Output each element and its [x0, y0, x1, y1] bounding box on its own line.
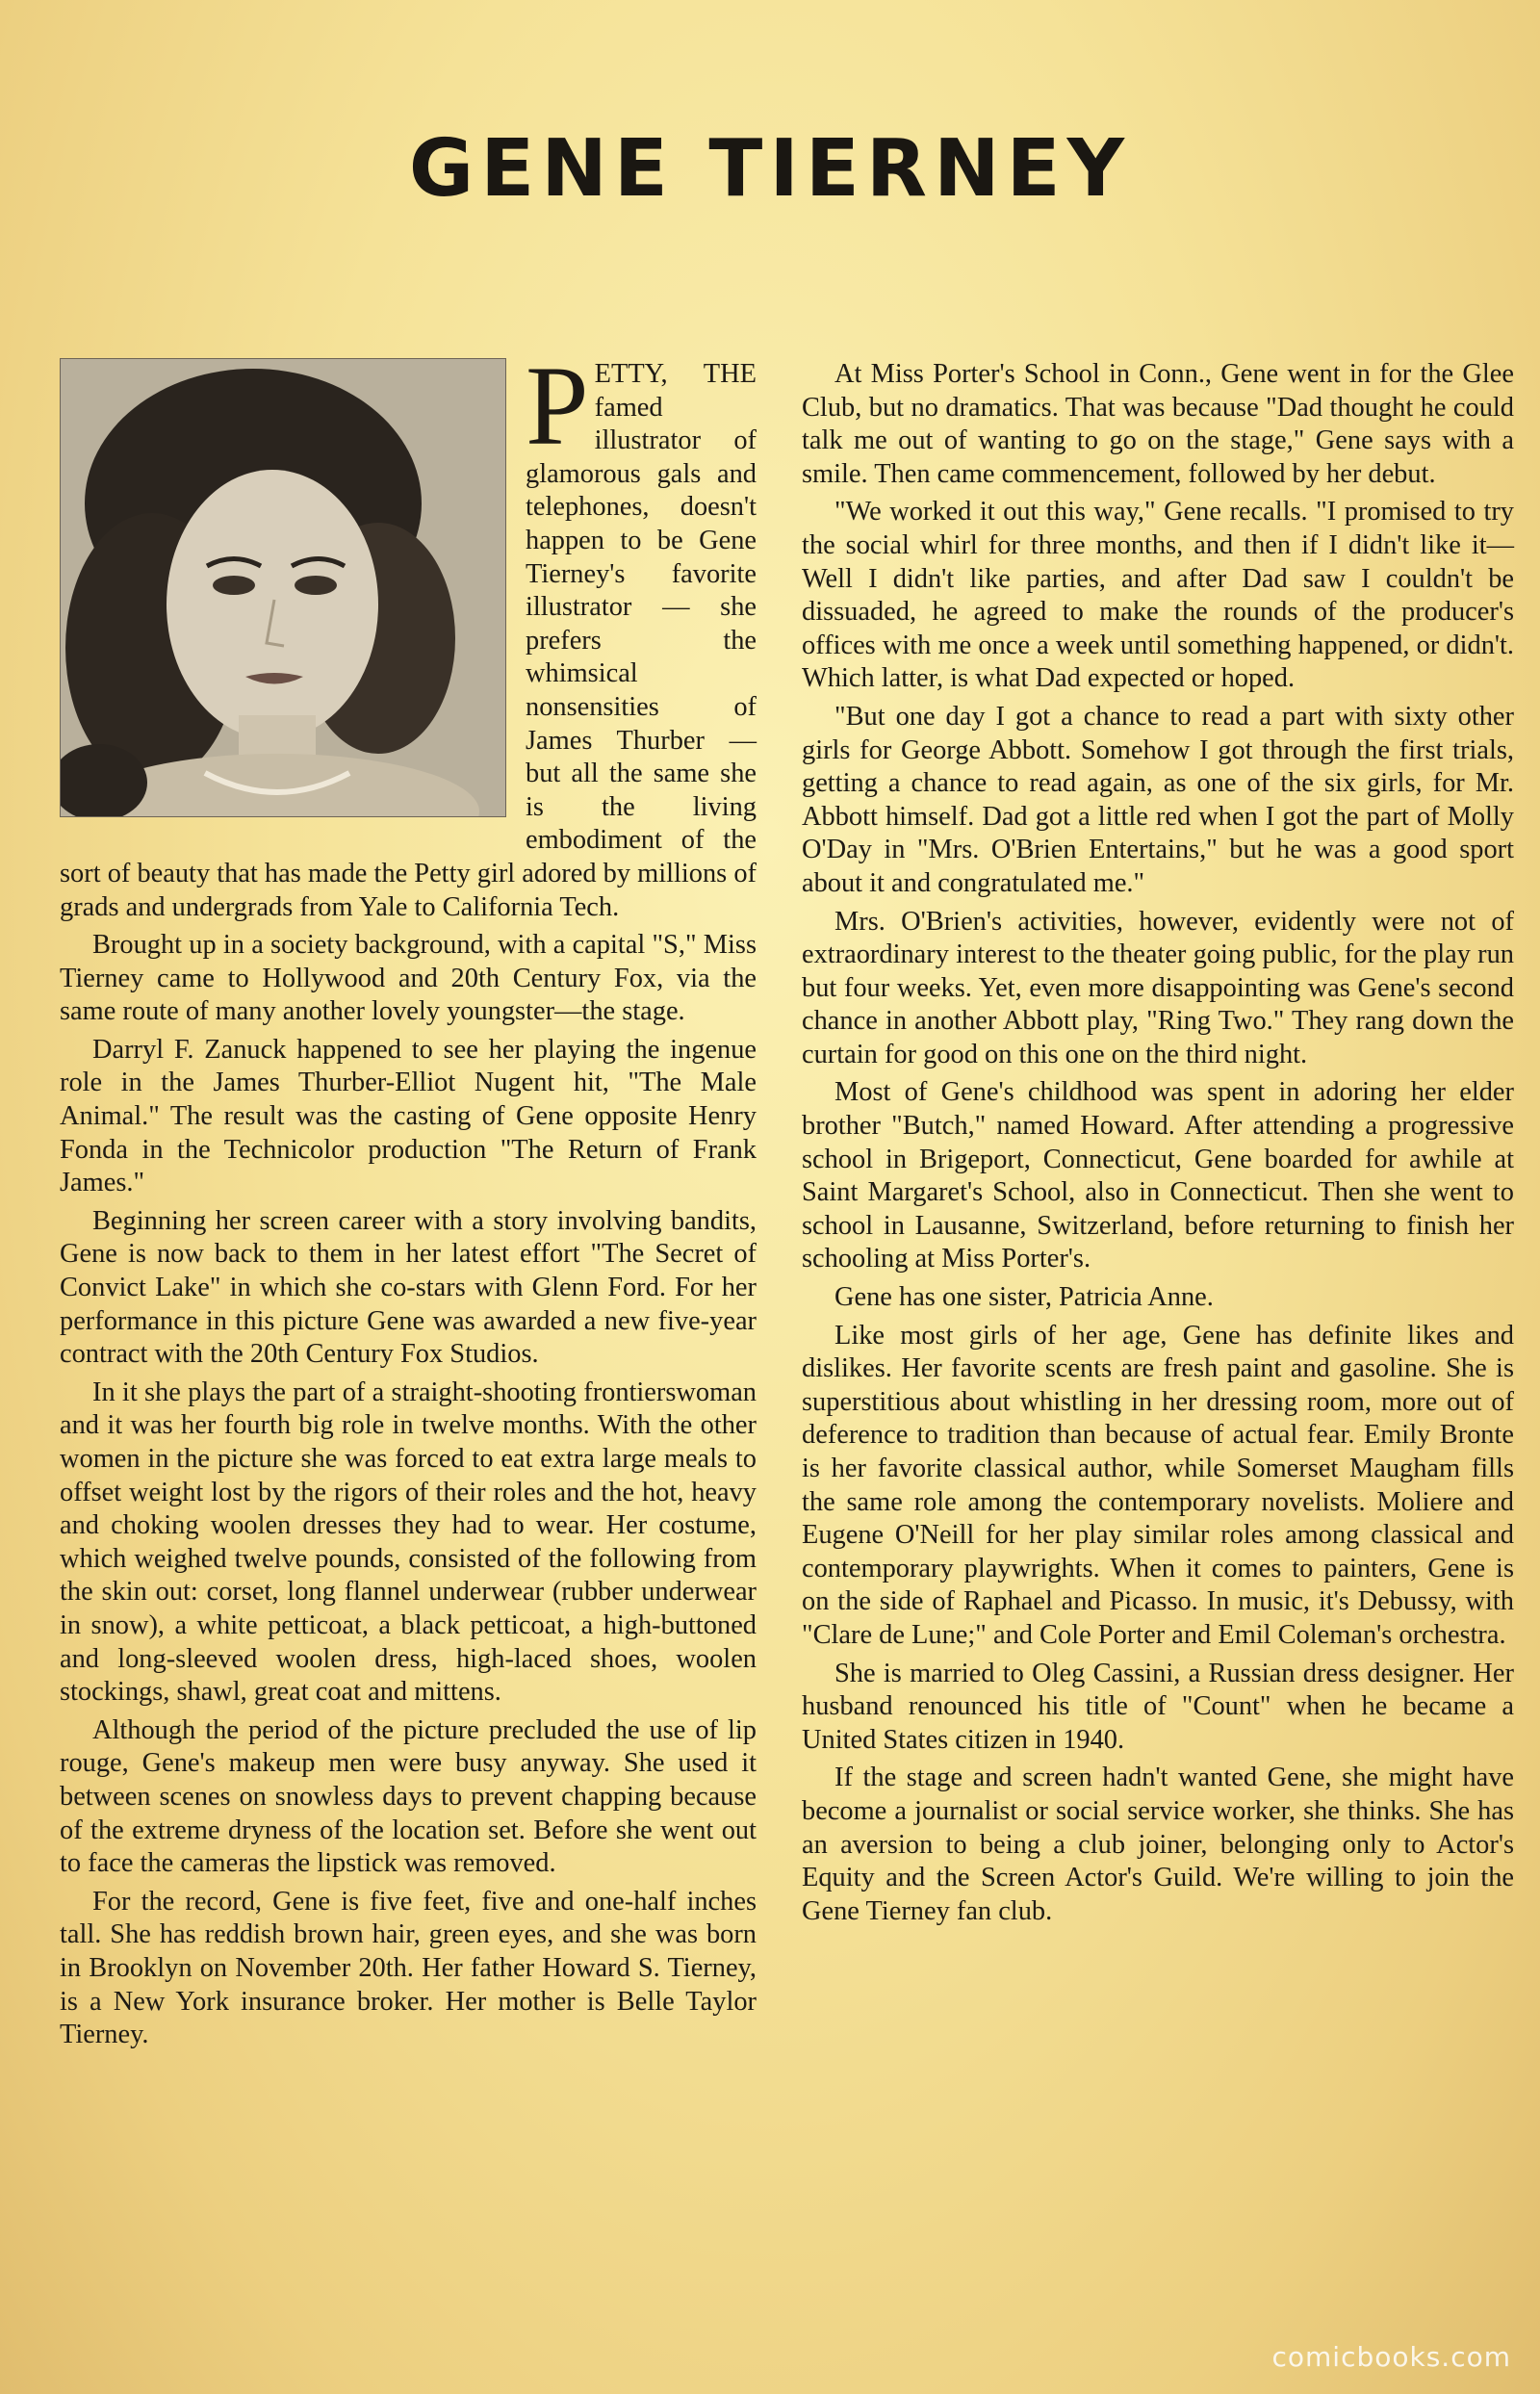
right-column: [802, 358, 1514, 1933]
left-column: [60, 343, 757, 2057]
left-paragraph-3: Darryl F. Zanuck happened to see her playing the ingenue role in the James Thurber-Elliot Nugent hit, "The Male Animal." The result was the casting of Gene opposite Henry Fonda in the Technicolor production "The Return of Frank James.": [60, 1034, 757, 1198]
site-watermark: comicbooks.com: [1271, 2341, 1511, 2373]
right-paragraph-2: "We worked it out this way," Gene recalls. "I promised to try the social whirl for three months, and then if I didn't like it—Well I didn't like parties, and after Dad saw I couldn't be dissuaded, he agreed to make the rounds of the producer's offices with me once a week until something happened, or didn't. Which latter, is what Dad expected or hoped.: [802, 497, 1514, 694]
left-paragraph-7: For the record, Gene is five feet, five and one-half inches tall. She has reddish brown hair, green eyes, and she was born in Brooklyn on November 20th. Her father Howard S. Tierney, is a New York insurance broker. Her mother is Belle Taylor Tierney.: [60, 1886, 757, 2050]
article-title: GENE TIERNEY: [408, 123, 1132, 215]
right-paragraph-8: She is married to Oleg Cassini, a Russian dress designer. Her husband renounced his title of "Count" when he became a United States citizen in 1940.: [802, 1658, 1514, 1755]
left-paragraph-4: Beginning her screen career with a story involving bandits, Gene is now back to them in her latest effort "The Secret of Convict Lake" in which she co-stars with Glenn Ford. For her performance in this picture Gene was awarded a new five-year contract with the 20th Century Fox Studios.: [60, 1205, 757, 1370]
right-paragraph-3: "But one day I got a chance to read a part with sixty other girls for George Abbott. Somehow I got through the first trials, getting a chance to read again, as one of the six girls, for Mr. Abbott himself. Dad got a little red when I got the part of Molly O'Day in "Mrs. O'Brien Entertains," but he was a good sport about it and congratulated me.": [802, 701, 1514, 898]
portrait-photo: [60, 358, 506, 817]
left-paragraph-2: Brought up in a society background, with a capital "S," Miss Tierney came to Hollywood and 20th Century Fox, via the same route of many another lovely youngster—the stage.: [60, 930, 757, 1027]
right-paragraph-1: At Miss Porter's School in Conn., Gene went in for the Glee Club, but no dramatics. That was because "Dad thought he could talk me out of wanting to go on the stage," Gene says with a smile. Then came commencement, followed by her debut.: [802, 359, 1514, 489]
right-paragraph-5: Most of Gene's childhood was spent in adoring her elder brother "Butch," named Howard. After attending a progressive school in Brigeport, Connecticut, Gene boarded for awhile at Saint Margaret's School, also in Connecticut. Then she went to school in Lausanne, Switzerland, before returning to finish her schooling at Miss Porter's.: [802, 1077, 1514, 1274]
left-paragraph-6: Although the period of the picture precluded the use of lip rouge, Gene's makeup men were busy anyway. She used it between scenes on snowless days to prevent chapping because of the extreme dryness of the location set. Before she went out to face the cameras the lipstick was removed.: [60, 1714, 757, 1879]
left-paragraph-5: In it she plays the part of a straight-shooting frontierswoman and it was her fourth big role in twelve months. With the other women in the picture she was forced to eat extra large meals to offset weight lost by the rigors of their roles and the hot, heavy and choking woolen dresses they had to wear. Her costume, which weighed twelve pounds, consisted of the following from the skin out: corset, long flannel underwear (rubber underwear in snow), a white petticoat, a black petticoat, a high-buttoned and long-sleeved woolen dress, high-laced shoes, woolen stockings, shawl, great coat and mittens.: [60, 1377, 757, 1708]
drop-cap: P: [526, 343, 589, 469]
right-paragraph-7: Like most girls of her age, Gene has definite likes and dislikes. Her favorite scents are fresh paint and gasoline. She is superstitious about whistling in her dressing room, more out of deference to tradition than because of actual fear. Emily Bronte is her favorite classical author, while Somerset Maugham fills the same role among the contemporary novelists. Moliere and Eugene O'Neill for her play similar roles among classical and contemporary playwrights. When it comes to painters, Gene is on the side of Raphael and Picasso. In music, it's Debussy, with "Clare de Lune;" and Cole Porter and Emil Coleman's orchestra.: [802, 1320, 1514, 1650]
right-paragraph-6: Gene has one sister, Patricia Anne.: [834, 1282, 1214, 1313]
portrait-illustration: [61, 359, 505, 816]
right-paragraph-4: Mrs. O'Brien's activities, however, evidently were not of extraordinary interest to the theater going public, for the play run but four weeks. Yet, even more disappointing was Gene's second chance in another Abbott play, "Ring Two." They rang down the curtain for good on this one on the third night.: [802, 906, 1514, 1069]
intro-paragraph-text: ETTY, THE famed illustrator of glamorous gals and telephones, doesn't happen to be Gene Tierney's favorite illustrator — she prefers the whimsical nonsensities of James Thurber — but all the same she is the living embodiment of the sort of beauty that has made the Petty girl adored by millions of grads and undergrads from Yale to California Tech.: [60, 359, 757, 922]
right-paragraph-9: If the stage and screen hadn't wanted Gene, she might have become a journalist or social service worker, she thinks. She has an aversion to being a club joiner, belonging only to Actor's Equity and the Screen Actor's Guild. We're willing to join the Gene Tierney fan club.: [802, 1763, 1514, 1926]
